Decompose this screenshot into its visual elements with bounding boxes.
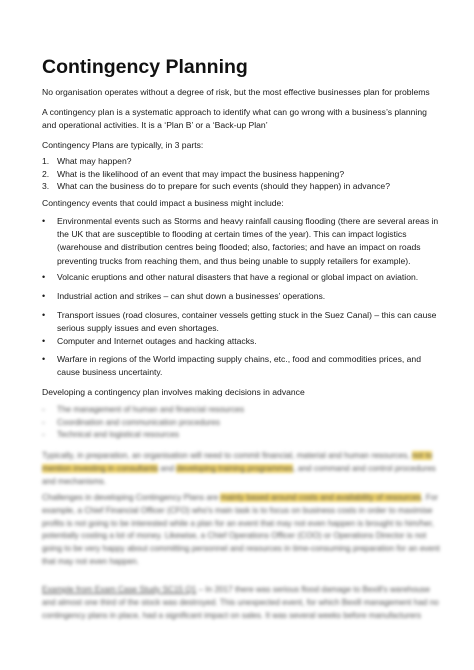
- list-item: [42, 168, 442, 181]
- events-heading: Contingency events that could impact a business might include:: [42, 198, 284, 208]
- bullet-icon: •: [42, 336, 46, 346]
- page-title: Contingency Planning: [42, 56, 248, 78]
- list-text: What is the likelihood of an event that may impact the business happening?: [57, 168, 345, 179]
- list-item: [42, 155, 442, 168]
- list-text: Coordination and communication procedures: [57, 417, 220, 427]
- paragraph-text: Typically, in preparation, an organisation will need to commit financial, material and human resources,: [42, 451, 410, 460]
- highlight: not to mention investing in consultants: [42, 451, 433, 473]
- list-number: 3.: [42, 181, 50, 192]
- list-text: Transport issues (road closures, container vessels getting stuck in the Suez Canal) – this can cause serious supply issues and even shortages.: [57, 310, 437, 334]
- list-item: [42, 290, 442, 303]
- bullet-icon: •: [42, 216, 46, 226]
- highlight: mainly based around costs and availability of resources: [220, 493, 422, 502]
- event-item: [42, 271, 442, 284]
- list-text: Industrial action and strikes – can shut down a businesses’ operations.: [57, 291, 326, 301]
- event-item: [42, 215, 442, 268]
- bullet-icon: •: [42, 291, 46, 301]
- paragraph-text: – In 2017 there was serious flood damage to Bexill's warehouse and almost one third of the stock was destroyed. This unexpected event, for which Bexill management had no contingency plans in place, had a significant impact on sales. It was several weeks before manufacturers: [42, 585, 439, 620]
- event-item: [42, 335, 442, 348]
- definition-paragraph: A contingency plan is a systematic approach to identify what can go wrong with a business’s planning and operational activities. It is a ‘Plan B’ or a ‘Back-up Plan’: [42, 107, 427, 131]
- list-item: [42, 180, 442, 193]
- bullet-icon: •: [42, 310, 46, 320]
- paragraph-text: and: [160, 463, 175, 473]
- bullet-icon: •: [42, 272, 46, 282]
- list-item: [42, 271, 442, 284]
- list-item: [42, 335, 442, 348]
- blurred-paragraph-3: [42, 584, 440, 622]
- list-item: [42, 404, 422, 417]
- dash-icon: -: [42, 430, 45, 439]
- intro-paragraph: No organisation operates without a degree of risk, but the most effective businesses plan for problems: [42, 87, 430, 97]
- paragraph-text: , and command and control procedures and mechanisms.: [42, 463, 436, 486]
- list-text: Volcanic eruptions and other natural disasters that have a regional or global impact on aviation.: [57, 272, 419, 282]
- paragraph-text: Challenges in developing Contingency Plans are: [42, 493, 219, 502]
- list-text: Environmental events such as Storms and heavy rainfall causing flooding (there are several areas in the UK that are susceptible to flooding at certain times of the year). This can impact logistics (warehouse and distribution centres being flooded; also, factories; and have an impact on roads preventing trucks from reaching them, and thus being unable to supply retailers for example).: [57, 216, 439, 266]
- event-item: [42, 353, 442, 379]
- list-item: [42, 215, 442, 268]
- list-item: [42, 309, 442, 335]
- list-item: [42, 353, 442, 379]
- event-item: [42, 309, 442, 335]
- decisions-heading: Developing a contingency plan involves making decisions in advance: [42, 387, 305, 397]
- underlined-text: Example from Exam Case Study SC15 Q1: [42, 585, 197, 594]
- bullet-icon: •: [42, 354, 46, 364]
- list-number: 1.: [42, 156, 50, 166]
- dash-icon: -: [42, 417, 45, 427]
- list-text: The management of human and financial resources: [57, 405, 245, 414]
- blurred-list: [42, 404, 422, 442]
- list-number: 2.: [42, 168, 50, 179]
- blurred-paragraph-1: [42, 450, 440, 488]
- list-item: [42, 417, 422, 430]
- list-item: [42, 429, 422, 442]
- list-text: Warfare in regions of the World impacting supply chains, etc., food and commodities prices, and cause business uncertainty.: [57, 354, 421, 378]
- list-text: Technical and logistical resources: [57, 430, 179, 439]
- parts-list: [42, 155, 442, 193]
- event-item: [42, 290, 442, 303]
- list-text: What can the business do to prepare for such events (should they happen) in advance?: [57, 181, 390, 192]
- list-text: Computer and Internet outages and hacking attacks.: [57, 336, 257, 346]
- paragraph-text: . For example, a Chief Financial Officer (CFO) who's main task is to focus on business costs in order to maximise profits is not going to be interested while a plan for an event that may not even happen is brought to him/her, potentially costing a lot of money. Likewise, a Chief Operations Officer (COO) or Operations Director is not going to be very happy about committing personnel and resources in time-consuming preparation for an event that may not even happen.: [42, 493, 440, 566]
- parts-heading: Contingency Plans are typically, in 3 parts:: [42, 140, 204, 150]
- highlight: developing training programmes: [176, 463, 294, 473]
- dash-icon: -: [42, 405, 45, 414]
- list-text: What may happen?: [57, 156, 132, 166]
- blurred-paragraph-2: [42, 492, 440, 569]
